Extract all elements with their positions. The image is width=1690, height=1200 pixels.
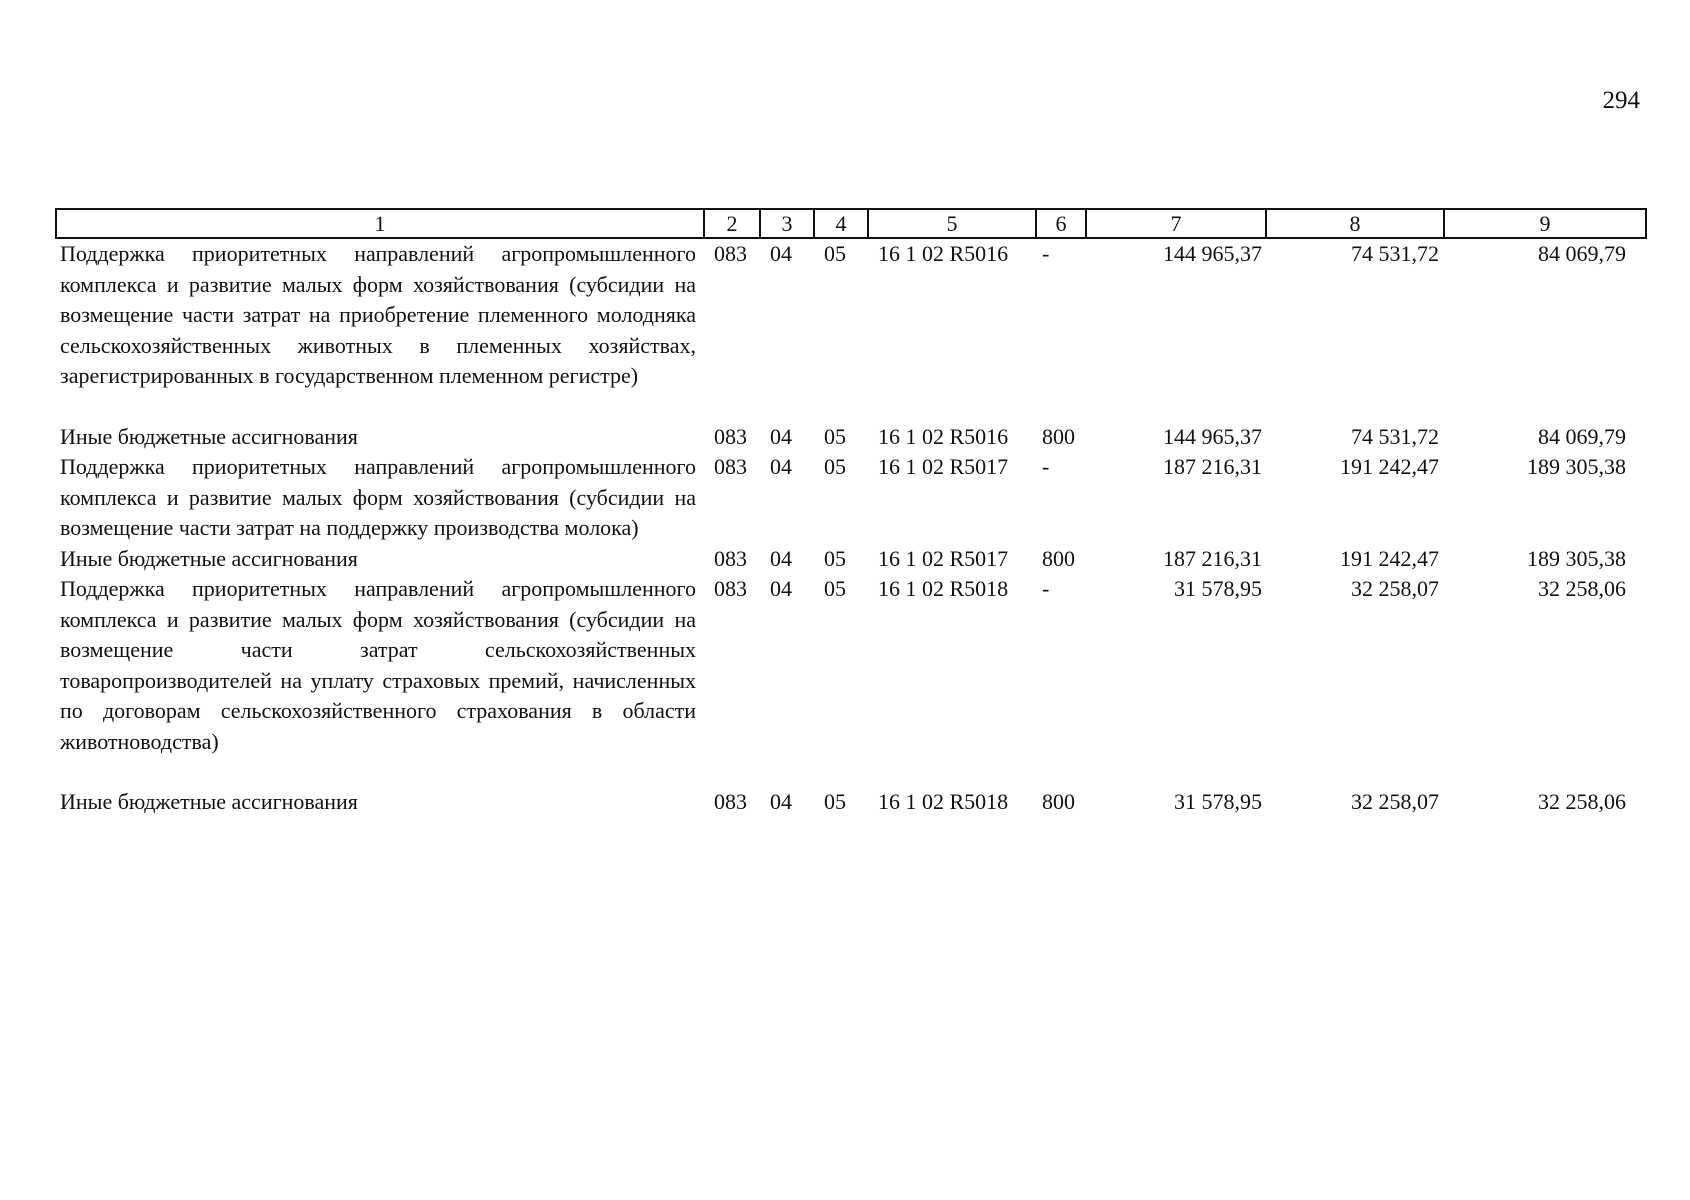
row-col4: 05 <box>824 789 846 814</box>
header-col-8: 8 <box>1266 209 1444 238</box>
row-col7: 187 216,31 <box>1163 454 1262 479</box>
table-row <box>56 452 1646 544</box>
row-col9: 189 305,38 <box>1527 454 1626 479</box>
row-col6: 800 <box>1042 789 1075 814</box>
row-col4: 05 <box>824 454 846 479</box>
row-col8: 32 258,07 <box>1351 789 1439 814</box>
header-row <box>56 209 1646 238</box>
header-col-4: 4 <box>814 209 868 238</box>
row-col2: 083 <box>714 576 747 601</box>
row-col8: 74 531,72 <box>1351 423 1439 449</box>
row-col4: 05 <box>824 241 846 266</box>
row-col8: 191 242,47 <box>1340 545 1439 571</box>
page-number: 294 <box>1602 87 1640 114</box>
table-row <box>56 574 1646 787</box>
header-col-1: 1 <box>56 209 704 238</box>
row-col8: 191 242,47 <box>1340 454 1439 479</box>
row-col5: 16 1 02 R5016 <box>878 241 1009 266</box>
row-col7: 144 965,37 <box>1163 241 1262 266</box>
row-col9: 84 069,79 <box>1538 423 1626 449</box>
row-col9: 32 258,06 <box>1538 576 1626 601</box>
row-col5: 16 1 02 R5018 <box>878 576 1009 601</box>
row-col6: - <box>1042 576 1050 601</box>
row-col6: 800 <box>1042 545 1075 571</box>
row-col2: 083 <box>714 454 747 479</box>
header-col-7: 7 <box>1086 209 1266 238</box>
row-col2: 083 <box>714 789 747 814</box>
row-col4: 05 <box>824 423 846 449</box>
row-col9: 189 305,38 <box>1527 545 1626 571</box>
row-col4: 05 <box>824 545 846 571</box>
row-col7: 31 578,95 <box>1174 576 1262 601</box>
row-col3: 04 <box>770 423 792 449</box>
row-name: Поддержка приоритетных направлений агропромышленного комплекса и развитие малых форм хозяйствования (субсидии на возмещение части затрат на приобретение племенного молодняка сельскохозяйственных животных в племенных хозяйствах, зарегистрированных в государственном племенном регистре) <box>60 241 696 388</box>
row-name: Поддержка приоритетных направлений агропромышленного комплекса и развитие малых форм хозяйствования (субсидии на возмещение части затрат на поддержку производства молока) <box>60 454 696 540</box>
row-col2: 083 <box>714 241 747 266</box>
row-col2: 083 <box>714 545 747 571</box>
row-col3: 04 <box>770 545 792 571</box>
row-name: Иные бюджетные ассигнования <box>60 545 358 571</box>
header-col-6: 6 <box>1036 209 1086 238</box>
row-col5: 16 1 02 R5017 <box>878 545 1009 571</box>
row-col3: 04 <box>770 576 792 601</box>
table-row <box>56 787 1646 818</box>
header-col-5: 5 <box>868 209 1036 238</box>
row-col4: 05 <box>824 576 846 601</box>
row-col3: 04 <box>770 454 792 479</box>
table-row <box>56 422 1646 453</box>
row-col6: - <box>1042 241 1050 266</box>
row-col5: 16 1 02 R5018 <box>878 789 1009 814</box>
row-name: Иные бюджетные ассигнования <box>60 423 358 449</box>
row-col5: 16 1 02 R5017 <box>878 454 1009 479</box>
row-col9: 84 069,79 <box>1538 241 1626 266</box>
row-col3: 04 <box>770 241 792 266</box>
row-col9: 32 258,06 <box>1538 789 1626 814</box>
row-col5: 16 1 02 R5016 <box>878 423 1009 449</box>
row-col3: 04 <box>770 789 792 814</box>
budget-table <box>55 208 1647 818</box>
row-col2: 083 <box>714 423 747 449</box>
row-name: Иные бюджетные ассигнования <box>60 789 358 814</box>
header-col-3: 3 <box>760 209 814 238</box>
header-col-9: 9 <box>1444 209 1646 238</box>
table-row <box>56 238 1646 422</box>
row-col8: 32 258,07 <box>1351 576 1439 601</box>
row-col7: 31 578,95 <box>1174 789 1262 814</box>
header-col-2: 2 <box>704 209 760 238</box>
row-col6: 800 <box>1042 423 1075 449</box>
row-name: Поддержка приоритетных направлений агропромышленного комплекса и развитие малых форм хозяйствования (субсидии на возмещение части затрат сельскохозяйственных товаропроизводителей на уплату страховых премий, начисленных по договорам сельскохозяйственного страхования в области животноводства) <box>60 576 696 754</box>
row-col8: 74 531,72 <box>1351 241 1439 266</box>
row-col6: - <box>1042 454 1050 479</box>
table-row <box>56 544 1646 575</box>
row-col7: 144 965,37 <box>1163 423 1262 449</box>
row-col7: 187 216,31 <box>1163 545 1262 571</box>
